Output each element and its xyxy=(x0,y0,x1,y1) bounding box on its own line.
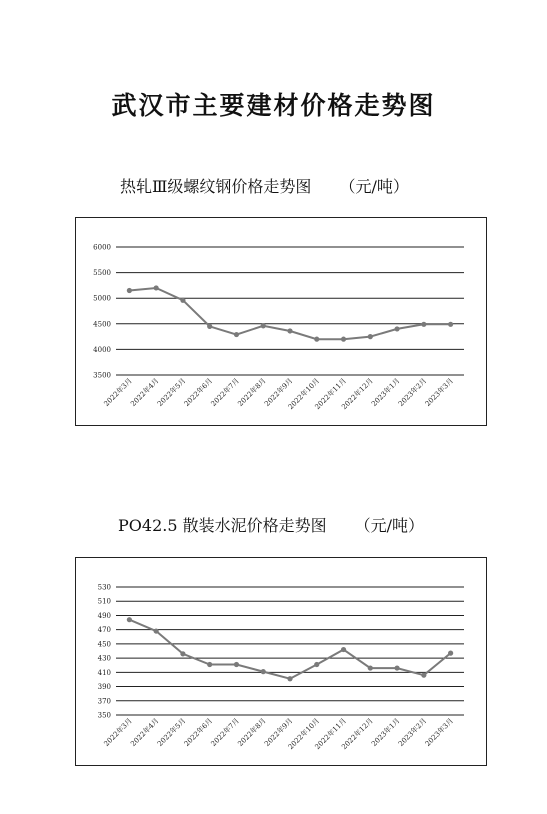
steel-data-point xyxy=(127,288,132,293)
cement-x-tick-label: 2022年11月 xyxy=(313,716,348,752)
cement-y-tick-label: 530 xyxy=(97,583,111,592)
cement-x-tick-label: 2023年3月 xyxy=(423,716,456,749)
cement-data-point xyxy=(234,662,239,667)
steel-x-tick-label: 2022年7月 xyxy=(209,376,241,409)
steel-price-chart-svg xyxy=(76,218,486,425)
cement-data-point xyxy=(448,651,453,656)
cement-x-tick-label: 2022年6月 xyxy=(182,716,215,749)
cement-chart-title: PO42.5 散装水泥价格走势图 xyxy=(118,516,327,535)
steel-data-point xyxy=(421,322,426,327)
cement-x-tick-label: 2022年5月 xyxy=(156,716,188,749)
steel-y-tick-label: 6000 xyxy=(93,243,111,252)
cement-data-point xyxy=(180,651,185,656)
steel-x-tick-label: 2022年10月 xyxy=(286,376,322,412)
steel-y-tick-label: 3500 xyxy=(93,371,111,380)
steel-data-point xyxy=(448,322,453,327)
cement-data-point xyxy=(207,662,212,667)
cement-data-point xyxy=(341,647,346,652)
steel-data-point xyxy=(261,323,266,328)
cement-series-line xyxy=(129,620,450,679)
steel-data-point xyxy=(394,326,399,331)
cement-y-tick-label: 470 xyxy=(97,626,111,635)
steel-y-tick-label: 4500 xyxy=(93,320,111,329)
steel-y-tick-label: 4000 xyxy=(93,345,111,354)
steel-chart-title: 热轧Ⅲ级螺纹钢价格走势图 xyxy=(120,177,312,196)
cement-y-tick-label: 390 xyxy=(97,683,111,692)
steel-x-tick-label: 2022年12月 xyxy=(340,376,375,412)
steel-data-point xyxy=(207,324,212,329)
steel-x-tick-label: 2022年5月 xyxy=(156,376,188,409)
steel-data-point xyxy=(180,298,185,303)
steel-x-tick-label: 2022年9月 xyxy=(263,376,295,409)
cement-y-tick-label: 350 xyxy=(97,711,111,720)
cement-y-tick-label: 410 xyxy=(97,668,111,677)
cement-y-tick-label: 370 xyxy=(97,697,111,706)
cement-price-chart-svg xyxy=(76,558,486,765)
steel-data-point xyxy=(368,334,373,339)
cement-data-point xyxy=(261,669,266,674)
cement-price-chart xyxy=(75,557,487,766)
steel-x-tick-label: 2022年6月 xyxy=(182,376,215,409)
steel-x-tick-label: 2023年1月 xyxy=(370,376,402,409)
cement-x-tick-label: 2022年12月 xyxy=(340,716,375,752)
cement-data-point xyxy=(127,617,132,622)
cement-x-tick-label: 2022年9月 xyxy=(263,716,295,749)
cement-x-tick-label: 2023年1月 xyxy=(370,716,402,749)
cement-y-tick-label: 490 xyxy=(97,611,111,620)
steel-chart-heading xyxy=(120,174,409,197)
steel-data-point xyxy=(314,337,319,342)
steel-data-point xyxy=(341,337,346,342)
cement-x-tick-label: 2022年7月 xyxy=(209,716,241,749)
cement-chart-heading xyxy=(118,513,424,536)
cement-x-tick-label: 2023年2月 xyxy=(396,716,429,749)
steel-x-tick-label: 2022年4月 xyxy=(129,376,161,409)
steel-price-chart xyxy=(75,217,487,426)
cement-x-tick-label: 2022年8月 xyxy=(236,716,268,749)
steel-chart-unit: （元/吨） xyxy=(339,177,409,196)
cement-x-tick-label: 2022年3月 xyxy=(102,716,134,749)
cement-x-tick-label: 2022年10月 xyxy=(286,716,322,752)
cement-data-point xyxy=(154,628,159,633)
cement-data-point xyxy=(421,673,426,678)
cement-data-point xyxy=(287,676,292,681)
page-title: 武汉市主要建材价格走势图 xyxy=(111,91,436,120)
steel-data-point xyxy=(234,332,239,337)
steel-y-tick-label: 5500 xyxy=(93,269,111,278)
steel-y-tick-label: 5000 xyxy=(93,294,111,303)
cement-data-point xyxy=(314,662,319,667)
cement-y-tick-label: 430 xyxy=(97,654,111,663)
cement-y-tick-label: 450 xyxy=(97,640,111,649)
steel-x-tick-label: 2022年8月 xyxy=(236,376,268,409)
steel-x-tick-label: 2023年3月 xyxy=(423,376,456,409)
steel-data-point xyxy=(154,285,159,290)
cement-y-tick-label: 510 xyxy=(97,597,111,606)
steel-x-tick-label: 2022年3月 xyxy=(102,376,134,409)
steel-x-tick-label: 2022年11月 xyxy=(313,376,348,412)
cement-chart-unit: （元/吨） xyxy=(354,516,425,535)
cement-data-point xyxy=(368,665,373,670)
cement-x-tick-label: 2022年4月 xyxy=(129,716,161,749)
cement-data-point xyxy=(394,665,399,670)
steel-x-tick-label: 2023年2月 xyxy=(396,376,429,409)
steel-data-point xyxy=(287,328,292,333)
